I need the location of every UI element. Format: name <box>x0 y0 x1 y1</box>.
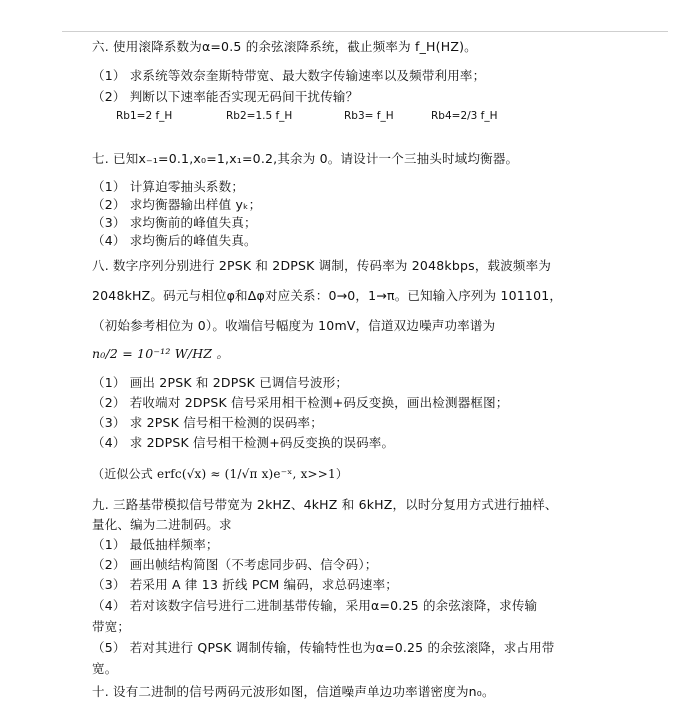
q8-line-2: 2048kHZ。码元与相位φ和Δφ对应关系：0→0，1→π。已知输入序列为 101101， <box>92 288 563 303</box>
q7-title: 七. 已知x₋₁=0.1,x₀=1,x₁=0.2,其余为 0。请设计一个三抽头时域均衡器。 <box>92 151 519 166</box>
q7-item-1: （1） 计算迫零抽头系数； <box>92 179 245 194</box>
rate-rb2: Rb2=1.5 f_H <box>226 110 293 122</box>
q8-line-3: （初始参考相位为 0）。收端信号幅度为 10mV，信道双边噪声功率谱为 <box>92 318 496 333</box>
rate-rb4: Rb4=2/3 f_H <box>431 110 498 122</box>
q9-item-5: （5） 若对其进行 QPSK 调制传输，传输特性也为α=0.25 的余弦滚降，求占用带 <box>92 640 555 655</box>
q8-formula: （近似公式 erfc(√x) ≈ (1/√π x)e⁻ˣ, x>>1） <box>92 467 349 481</box>
q9-line-1: 九. 三路基带模拟信号带宽为 2kHZ、4kHZ 和 6kHZ，以时分复用方式进行抽样、 <box>92 497 558 512</box>
q6-item-1: （1） 求系统等效奈奎斯特带宽、最大数字传输速率以及频带利用率； <box>92 68 486 83</box>
q9-item-5-cont: 宽。 <box>92 661 118 676</box>
q9-item-4-cont: 带宽； <box>92 619 131 634</box>
q8-item-4: （4） 求 2DPSK 信号相干检测+码反变换的误码率。 <box>92 435 395 450</box>
q8-item-1: （1） 画出 2PSK 和 2DPSK 已调信号波形； <box>92 375 349 390</box>
q6-rates <box>116 109 536 123</box>
q7-item-3: （3） 求均衡前的峰值失真； <box>92 215 257 230</box>
q9-line-2: 量化、编为二进制码。求 <box>92 517 232 532</box>
q8-line-4: n₀/2 = 10⁻¹² W/HZ 。 <box>92 346 230 361</box>
q9-item-2: （2） 画出帧结构简图（不考虑同步码、信令码）； <box>92 557 378 572</box>
q7-item-4: （4） 求均衡后的峰值失真。 <box>92 233 257 248</box>
q7-item-2: （2） 求均衡器输出样值 yₖ； <box>92 197 262 212</box>
q6-title: 六. 使用滚降系数为α=0.5 的余弦滚降系统，截止频率为 f_H(HZ)。 <box>92 39 477 54</box>
q10-title: 十. 设有二进制的信号两码元波形如图，信道噪声单边功率谱密度为n₀。 <box>92 684 495 699</box>
q6-item-2: （2） 判断以下速率能否实现无码间干扰传输？ <box>92 89 359 104</box>
q8-line-1: 八. 数字序列分别进行 2PSK 和 2DPSK 调制，传码率为 2048kbps，载波频率为 <box>92 258 552 273</box>
q9-item-1: （1） 最低抽样频率； <box>92 537 219 552</box>
q8-item-3: （3） 求 2PSK 信号相干检测的误码率； <box>92 415 323 430</box>
rate-rb1: Rb1=2 f_H <box>116 110 173 122</box>
q9-item-3: （3） 若采用 A 律 13 折线 PCM 编码，求总码速率； <box>92 577 398 592</box>
q9-item-4: （4） 若对该数字信号进行二进制基带传输，采用α=0.25 的余弦滚降，求传输 <box>92 598 538 613</box>
rate-rb3: Rb3= f_H <box>344 110 394 122</box>
q8-item-2: （2） 若收端对 2DPSK 信号采用相干检测+码反变换，画出检测器框图； <box>92 395 509 410</box>
